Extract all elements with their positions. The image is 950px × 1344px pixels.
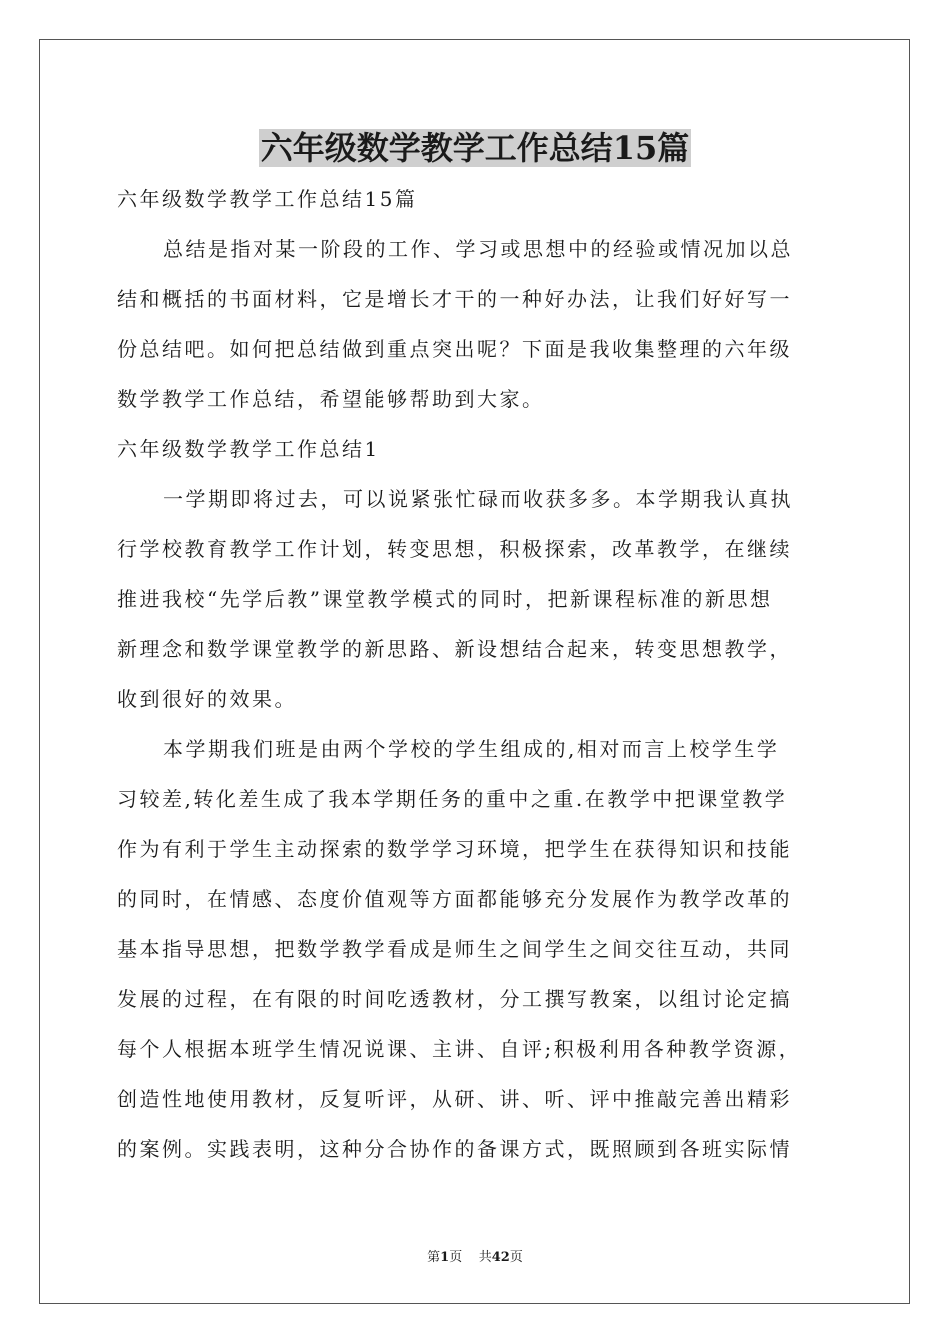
paragraph-line: 收到很好的效果。 xyxy=(117,687,297,711)
paragraph-line: 行学校教育教学工作计划，转变思想，积极探索，改革教学，在继续 xyxy=(117,537,792,561)
paragraph-line: 作为有利于学生主动探索的数学学习环境，把学生在获得知识和技能 xyxy=(117,837,792,861)
intro-line: 总结是指对某一阶段的工作、学习或思想中的经验或情况加以总 xyxy=(163,237,793,261)
page-suffix: 页 xyxy=(449,1250,463,1265)
paragraph-line: 创造性地使用教材，反复听评，从研、讲、听、评中推敲完善出精彩 xyxy=(117,1087,792,1111)
paragraph-line: 推进我校“先学后教”课堂教学模式的同时，把新课程标准的新思想 xyxy=(117,587,773,611)
paragraph-line: 习较差,转化差生成了我本学期任务的重中之重.在教学中把课堂教学 xyxy=(117,787,788,811)
paragraph-line: 基本指导思想，把数学教学看成是师生之间学生之间交往互动，共同 xyxy=(117,937,792,961)
paragraph-line: 本学期我们班是由两个学校的学生组成的,相对而言上校学生学 xyxy=(163,737,780,761)
page-prefix: 第 xyxy=(427,1250,441,1265)
intro-line: 份总结吧。如何把总结做到重点突出呢？下面是我收集整理的六年级 xyxy=(117,337,792,361)
document-title-text: 六年级数学教学工作总结15篇 xyxy=(260,129,690,167)
total-pages: 42 xyxy=(491,1250,510,1265)
paragraph-line: 的案例。实践表明，这种分合协作的备课方式，既照顾到各班实际情 xyxy=(117,1137,792,1161)
paragraph-line: 发展的过程，在有限的时间吃透教材，分工撰写教案，以组讨论定搞 xyxy=(117,987,792,1011)
page-border xyxy=(39,39,910,1304)
paragraph-line: 一学期即将过去，可以说紧张忙碌而收获多多。本学期我认真执 xyxy=(163,487,793,511)
total-prefix: 共 xyxy=(478,1250,492,1265)
paragraph-line: 新理念和数学课堂教学的新思路、新设想结合起来，转变思想教学， xyxy=(117,637,792,661)
page-footer xyxy=(0,1249,950,1267)
paragraph-line: 的同时，在情感、态度价值观等方面都能够充分发展作为教学改革的 xyxy=(117,887,792,911)
page-number: 1 xyxy=(440,1250,450,1265)
intro-line: 数学教学工作总结，希望能够帮助到大家。 xyxy=(117,387,545,411)
document-title xyxy=(0,124,950,172)
document-subtitle: 六年级数学教学工作总结15篇 xyxy=(117,187,418,211)
paragraph-line: 每个人根据本班学生情况说课、主讲、自评;积极利用各种教学资源， xyxy=(117,1037,802,1061)
section-heading: 六年级数学教学工作总结1 xyxy=(117,437,380,461)
intro-line: 结和概括的书面材料，它是增长才干的一种好办法，让我们好好写一 xyxy=(117,287,792,311)
total-suffix: 页 xyxy=(509,1250,523,1265)
